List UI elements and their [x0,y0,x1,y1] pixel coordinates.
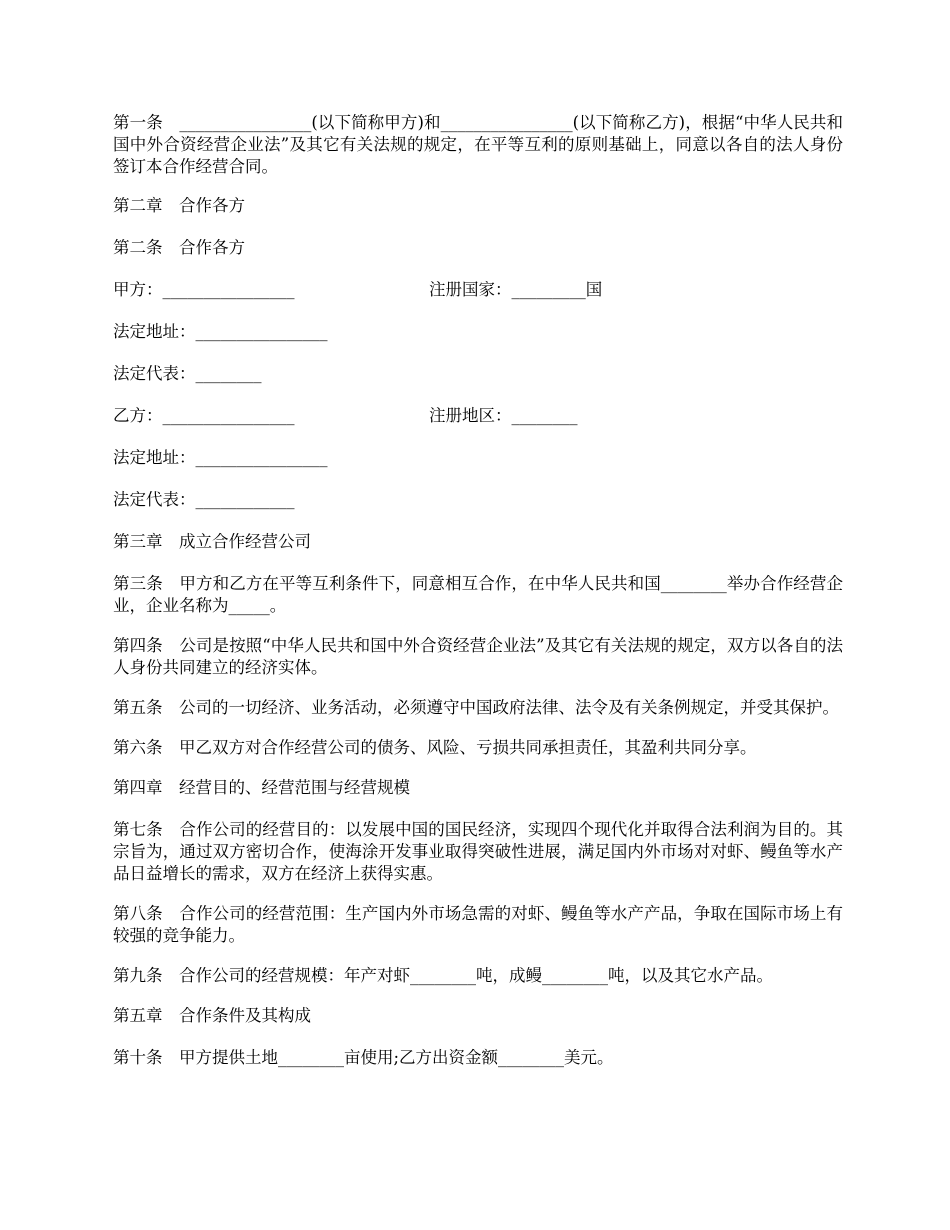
party-b-representative: 法定代表：____________ [113,490,295,509]
article-5: 第五条 公司的一切经济、业务活动，必须遵守中国政府法律、法令及有关条例规定，并受其保护。 [113,698,839,717]
article-7: 第七条 合作公司的经营目的：以发展中国的国民经济，实现四个现代化并取得合法利润为目的。其宗旨为，通过双方密切合作，使海涂开发事业取得突破性进展，满足国内外市场对对虾、鳗鱼等水产品日益增长的需求，双方在经济上获得实惠。 [113,820,843,883]
party-a-address: 法定地址：________________ [113,322,328,341]
chapter-5-heading: 第五章 合作条件及其构成 [113,1006,311,1025]
document-body [113,112,843,1087]
party-b-name: 乙方：________________ [113,406,295,425]
chapter-2-heading: 第二章 合作各方 [113,196,245,215]
party-b-region: 注册地区：________ [429,406,578,425]
party-a-representative: 法定代表：________ [113,364,262,383]
party-b-row [113,405,843,427]
article-10: 第十条 甲方提供土地________亩使用;乙方出资金额________美元。 [113,1048,614,1067]
article-2: 第二条 合作各方 [113,238,245,257]
party-a-row [113,279,843,301]
article-3: 第三条 甲方和乙方在平等互利条件下，同意相互合作，在中华人民共和国________举办合作经营企业，企业名称为_____。 [113,574,843,615]
chapter-4-heading: 第四章 经营目的、经营范围与经营规模 [113,778,410,797]
party-a-name: 甲方：________________ [113,280,295,299]
party-a-country: 注册国家：_________国 [429,280,603,299]
article-9: 第九条 合作公司的经营规模：年产对虾________吨，成鳗________吨，以及其它水产品。 [113,966,773,985]
article-8: 第八条 合作公司的经营范围：生产国内外市场急需的对虾、鳗鱼等水产产品，争取在国际市场上有较强的竞争能力。 [113,904,843,945]
article-1: 第一条 ________________(以下简称甲方)和________________(以下简称乙方)，根据“中华人民共和国中外合资经营企业法”及其它有关法规的规定，在平等互利的原则基础上，同意以各自的法人身份签订本合作经营合同。 [113,113,843,176]
article-4: 第四条 公司是按照“中华人民共和国中外合资经营企业法”及其它有关法规的规定，双方以各自的法人身份共同建立的经济实体。 [113,636,843,677]
article-6: 第六条 甲乙双方对合作经营公司的债务、风险、亏损共同承担责任，其盈利共同分享。 [113,738,757,757]
chapter-3-heading: 第三章 成立合作经营公司 [113,532,311,551]
party-b-address: 法定地址：________________ [113,448,328,467]
